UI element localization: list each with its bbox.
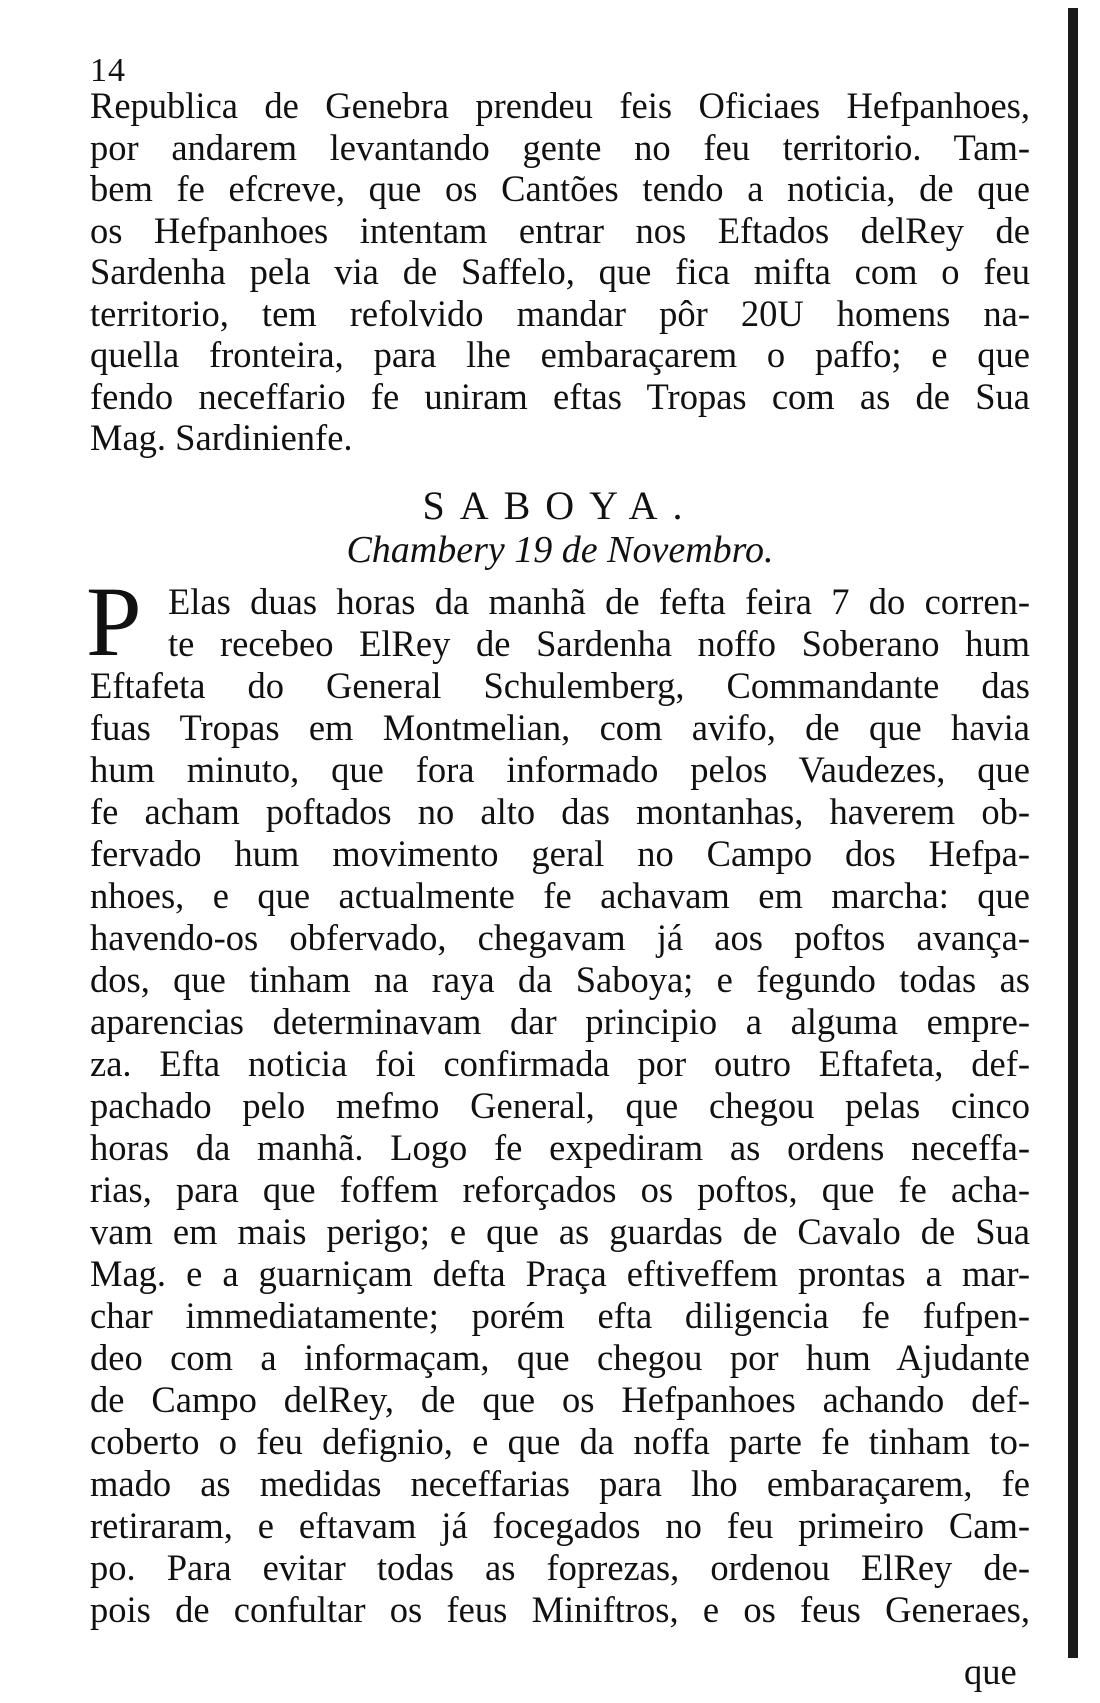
text-line: Mag. Sardinienfe. (90, 417, 353, 458)
text-line: territorio, tem refolvido mandar pôr 20U homens na- (90, 292, 1030, 334)
text-line: pachado pelo mefmo General, que chegou pelas cinco (90, 1085, 1030, 1126)
text-line: fendo neceffario fe uniram eftas Tropas com as de Sua (90, 375, 1030, 417)
text-line: Elas duas horas da manhã de fefta feira 7 do corren- (168, 581, 1030, 622)
text-line: retiraram, e eftavam já focegados no feu primeiro Cam- (90, 1505, 1030, 1546)
text-line: hum minuto, que fora informado pelos Vaudezes, que (90, 749, 1030, 790)
text-line: mado as medidas neceffarias para lho embaraçarem, fe (90, 1463, 1030, 1504)
text-line: aparencias determinavam dar principio a alguma empre- (90, 1001, 1030, 1042)
text-line: por andarem levantando gente no feu territorio. Tam- (90, 126, 1030, 168)
text-line: char immediatamente; porém efta diligencia fe fufpen- (90, 1295, 1030, 1336)
text-line: horas da manhã. Logo fe expediram as ordens neceffa- (90, 1127, 1030, 1168)
page-number: 14 (90, 52, 126, 89)
text-line: fuas Tropas em Montmelian, com avifo, de que havia (90, 707, 1030, 748)
text-line: os Hefpanhoes intentam entrar nos Eftados delRey de (90, 209, 1030, 251)
dateline: Chambery 19 de Novembro. (346, 529, 774, 571)
text-line: fe acham poftados no alto das montanhas, haverem ob- (90, 791, 1030, 832)
page-edge-rule (1068, 8, 1078, 1658)
text-line: havendo-os obfervado, chegavam já aos poftos avança- (90, 917, 1030, 958)
text-line: rias, para que foffem reforçados os poftos, que fe acha- (90, 1169, 1030, 1210)
text-line: coberto o feu defignio, e que da noffa parte fe tinham to- (90, 1421, 1030, 1462)
text-line: za. Efta noticia foi confirmada por outro Eftafeta, def- (90, 1043, 1030, 1084)
text-line: Republica de Genebra prendeu feis Oficiaes Hefpanhoes, (90, 85, 1030, 126)
text-line: Mag. e a guarniçam defta Praça eftiveffem prontas a mar- (90, 1253, 1030, 1294)
text-line: quella fronteira, para lhe embaraçarem o paffo; e que (90, 334, 1030, 375)
catchword: que (964, 1651, 1017, 1692)
text-line: nhoes, e que actualmente fe achavam em marcha: que (90, 875, 1030, 916)
text-line: bem fe efcreve, que os Cantões tendo a noticia, de que (90, 168, 1030, 209)
text-line: de Campo delRey, de que os Hefpanhoes achando def- (90, 1379, 1030, 1420)
text-line: dos, que tinham na raya da Saboya; e fegundo todas as (90, 959, 1030, 1000)
text-line: te recebeo ElRey de Sardenha noffo Soberano hum (168, 623, 1030, 664)
section-heading: SABOYA. (422, 483, 698, 528)
text-line: Sardenha pela via de Saffelo, que fica mifta com o feu (90, 251, 1030, 292)
drop-cap: P (86, 566, 142, 677)
text-line: vam em mais perigo; e que as guardas de Cavalo de Sua (90, 1211, 1030, 1252)
text-line: pois de confultar os feus Miniftros, e os feus Generaes, (90, 1589, 1030, 1630)
text-line: po. Para evitar todas as foprezas, ordenou ElRey de- (90, 1547, 1030, 1588)
text-line: Eftafeta do General Schulemberg, Commandante das (90, 665, 1030, 706)
text-line: fervado hum movimento geral no Campo dos Hefpa- (90, 833, 1030, 874)
text-line: deo com a informaçam, que chegou por hum Ajudante (90, 1337, 1030, 1378)
